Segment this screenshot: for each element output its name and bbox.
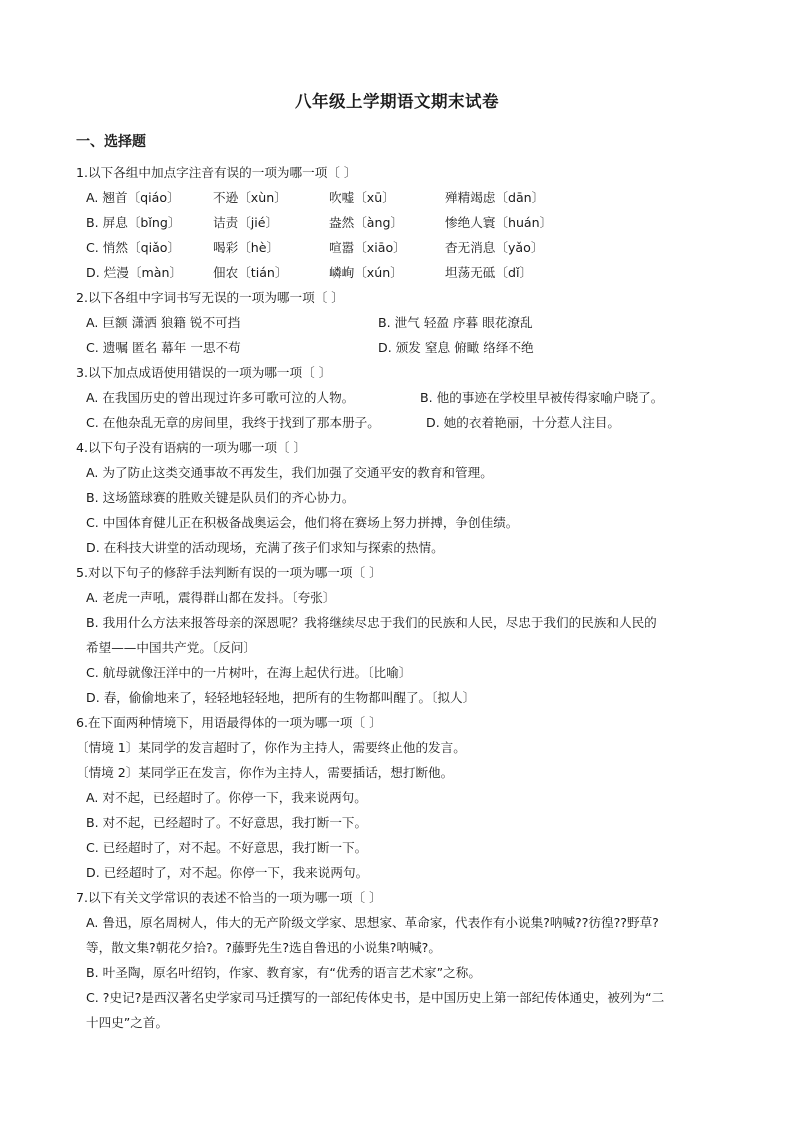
option-text: 诘责〔jié〕 <box>213 215 279 230</box>
option-text: 不逊〔xùn〕 <box>213 190 287 205</box>
question-7-stem: 7.以下有关文学常识的表述不恰当的一项为哪一项〔 〕 <box>76 890 382 905</box>
question-1-option-d <box>76 260 726 285</box>
question-6-option-a: A. 对不起，已经超时了。你停一下，我来说两句。 <box>86 790 367 805</box>
question-6-context-2: 〔情境 2〕某同学正在发言，你作为主持人，需要插话，想打断他。 <box>76 765 454 780</box>
question-7-option-b: B. 叶圣陶，原名叶绍钧，作家、教育家，有“优秀的语言艺术家”之称。 <box>86 965 481 980</box>
option-text: 吹嘘〔xū〕 <box>329 190 395 205</box>
option-text: 坦荡无砥〔dǐ〕 <box>445 265 533 280</box>
option-text: 杳无消息〔yǎo〕 <box>445 240 544 255</box>
option-text: 喧嚣〔xiāo〕 <box>329 240 406 255</box>
question-1-option-a <box>76 185 726 210</box>
option-text: A. 翘首〔qiáo〕 <box>86 190 180 205</box>
question-4-option-b: B. 这场篮球赛的胜败关键是队员们的齐心协力。 <box>86 490 355 505</box>
question-7-option-c-cont: 十四史”之首。 <box>86 1015 169 1030</box>
option-text: 惨绝人寰〔huán〕 <box>445 215 553 230</box>
option-text: D. 颁发 窒息 俯瞰 络绎不绝 <box>378 340 534 355</box>
question-7-option-a: A. 鲁迅，原名周树人，伟大的无产阶级文学家、思想家、革命家，代表作有小说集?呐喊??彷徨??野草? <box>86 915 659 930</box>
question-4-stem: 4.以下句子没有语病的一项为哪一项〔 〕 <box>76 440 307 455</box>
question-3-options-ab <box>76 385 726 410</box>
question-2-options-ab <box>76 310 726 335</box>
question-6-option-b: B. 对不起，已经超时了。不好意思，我打断一下。 <box>86 815 368 830</box>
question-5-stem: 5.对以下句子的修辞手法判断有误的一项为哪一项〔 〕 <box>76 565 382 580</box>
question-5-option-d: D. 春，偷偷地来了，轻轻地轻轻地，把所有的生物都叫醒了。〔拟人〕 <box>86 690 476 705</box>
option-text: D. 烂漫〔màn〕 <box>86 265 183 280</box>
option-text: C. 悄然〔qiǎo〕 <box>86 240 181 255</box>
question-1-stem: 1.以下各组中加点字注音有误的一项为哪一项〔 〕 <box>76 165 357 180</box>
question-4-option-d: D. 在科技大讲堂的活动现场，充满了孩子们求知与探索的热情。 <box>86 540 444 555</box>
question-4-option-a: A. 为了防止这类交通事故不再发生，我们加强了交通平安的教育和管理。 <box>86 465 493 480</box>
option-text: B. 屏息〔bǐng〕 <box>86 215 181 230</box>
page-title: 八年级上学期语文期末试卷 <box>295 92 499 111</box>
option-text: C. 遗嘱 匿名 幕年 一思不苟 <box>86 340 241 355</box>
section-heading: 一、选择题 <box>76 134 146 150</box>
option-text: B. 泄气 轻盈 序暮 眼花潦乱 <box>378 315 533 330</box>
question-5-option-c: C. 航母就像汪洋中的一片树叶，在海上起伏行进。〔比喻〕 <box>86 665 412 680</box>
option-text: A. 巨额 潇洒 狼籍 锐不可挡 <box>86 315 241 330</box>
question-1-option-b <box>76 210 726 235</box>
option-text: 佃农〔tián〕 <box>213 265 288 280</box>
question-3-stem: 3.以下加点成语使用错误的一项为哪一项〔 〕 <box>76 365 332 380</box>
question-5-option-a: A. 老虎一声吼，震得群山都在发抖。〔夸张〕 <box>86 590 336 605</box>
question-7-option-a-cont: 等，散文集?朝花夕拾?。?藤野先生?选自鲁迅的小说集?呐喊?。 <box>86 940 441 955</box>
question-4-option-c: C. 中国体育健儿正在积极备战奥运会，他们将在赛场上努力拼搏，争创佳绩。 <box>86 515 519 530</box>
question-3-options-cd <box>76 410 726 435</box>
question-6-context-1: 〔情境 1〕某同学的发言超时了，你作为主持人，需要终止他的发言。 <box>76 740 466 755</box>
question-5-option-b: B. 我用什么方法来报答母亲的深恩呢？我将继续尽忠于我们的民族和人民，尽忠于我们的民族和人民的 <box>86 615 657 630</box>
option-text: 嶙峋〔xún〕 <box>329 265 403 280</box>
question-1-option-c <box>76 235 726 260</box>
question-2-stem: 2.以下各组中字词书写无误的一项为哪一项〔 〕 <box>76 290 344 305</box>
question-6-option-c: C. 已经超时了，对不起。不好意思，我打断一下。 <box>86 840 368 855</box>
option-text: D. 她的衣着艳丽，十分惹人注目。 <box>426 415 621 430</box>
question-2-options-cd <box>76 335 726 360</box>
question-6-option-d: D. 已经超时了，对不起。你停一下，我来说两句。 <box>86 865 369 880</box>
question-7-option-c: C. ?史记?是西汉著名史学家司马迁撰写的一部纪传体史书，是中国历史上第一部纪传体通史，被列为“二 <box>86 990 665 1005</box>
question-5-option-b-cont: 希望——中国共产党。〔反问〕 <box>86 640 257 655</box>
option-text: B. 他的事迹在学校里早被传得家喻户晓了。 <box>420 390 664 405</box>
option-text: 喝彩〔hè〕 <box>213 240 280 255</box>
option-text: A. 在我国历史的曾出现过许多可歌可泣的人物。 <box>86 390 355 405</box>
option-text: C. 在他杂乱无章的房间里，我终于找到了那本册子。 <box>86 415 380 430</box>
question-list <box>76 160 726 1035</box>
option-text: 殚精竭虑〔dān〕 <box>445 190 545 205</box>
question-6-stem: 6.在下面两种情境下，用语最得体的一项为哪一项〔 〕 <box>76 715 382 730</box>
option-text: 盎然〔àng〕 <box>329 215 404 230</box>
